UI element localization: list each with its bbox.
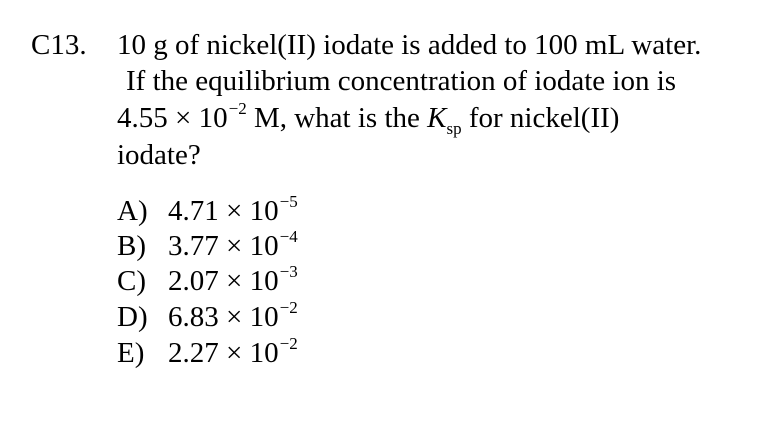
ksp-symbol: K [427, 102, 447, 134]
concentration-mantissa: 4.55 × 10 [117, 102, 228, 134]
question-line-1: 10 g of nickel(II) iodate is added to 100 mL water. [117, 29, 702, 61]
option-mantissa: 6.83 × 10 [168, 301, 279, 333]
question-line-4: iodate? [117, 139, 201, 171]
question-line-2: If the equilibrium concentration of iodate ion is [126, 65, 677, 97]
question-line-3-end: for nickel(II) [461, 102, 620, 134]
option-letter: B) [117, 230, 146, 262]
question-line-3-middle: M, what is the [246, 102, 428, 134]
option-exponent: −3 [279, 262, 298, 282]
option-mantissa: 3.77 × 10 [168, 230, 279, 262]
concentration-exponent: −2 [228, 99, 247, 119]
option-exponent: −2 [279, 298, 298, 318]
option-letter: C) [117, 265, 146, 297]
option-letter: A) [117, 195, 148, 227]
option-letter: E) [117, 337, 145, 369]
option-c[interactable] [117, 262, 298, 297]
option-mantissa: 2.07 × 10 [168, 265, 279, 297]
option-exponent: −4 [279, 227, 298, 247]
option-mantissa: 4.71 × 10 [168, 195, 279, 227]
question-number: C13. [31, 29, 87, 61]
option-mantissa: 2.27 × 10 [168, 337, 279, 369]
option-b[interactable] [117, 227, 298, 262]
question-line-3 [117, 99, 620, 138]
option-a[interactable] [117, 192, 298, 227]
option-exponent: −5 [279, 192, 298, 212]
option-exponent: −2 [279, 334, 298, 354]
option-e[interactable] [117, 334, 298, 369]
ksp-subscript: sp [446, 118, 462, 138]
option-letter: D) [117, 301, 148, 333]
option-d[interactable] [117, 298, 298, 333]
